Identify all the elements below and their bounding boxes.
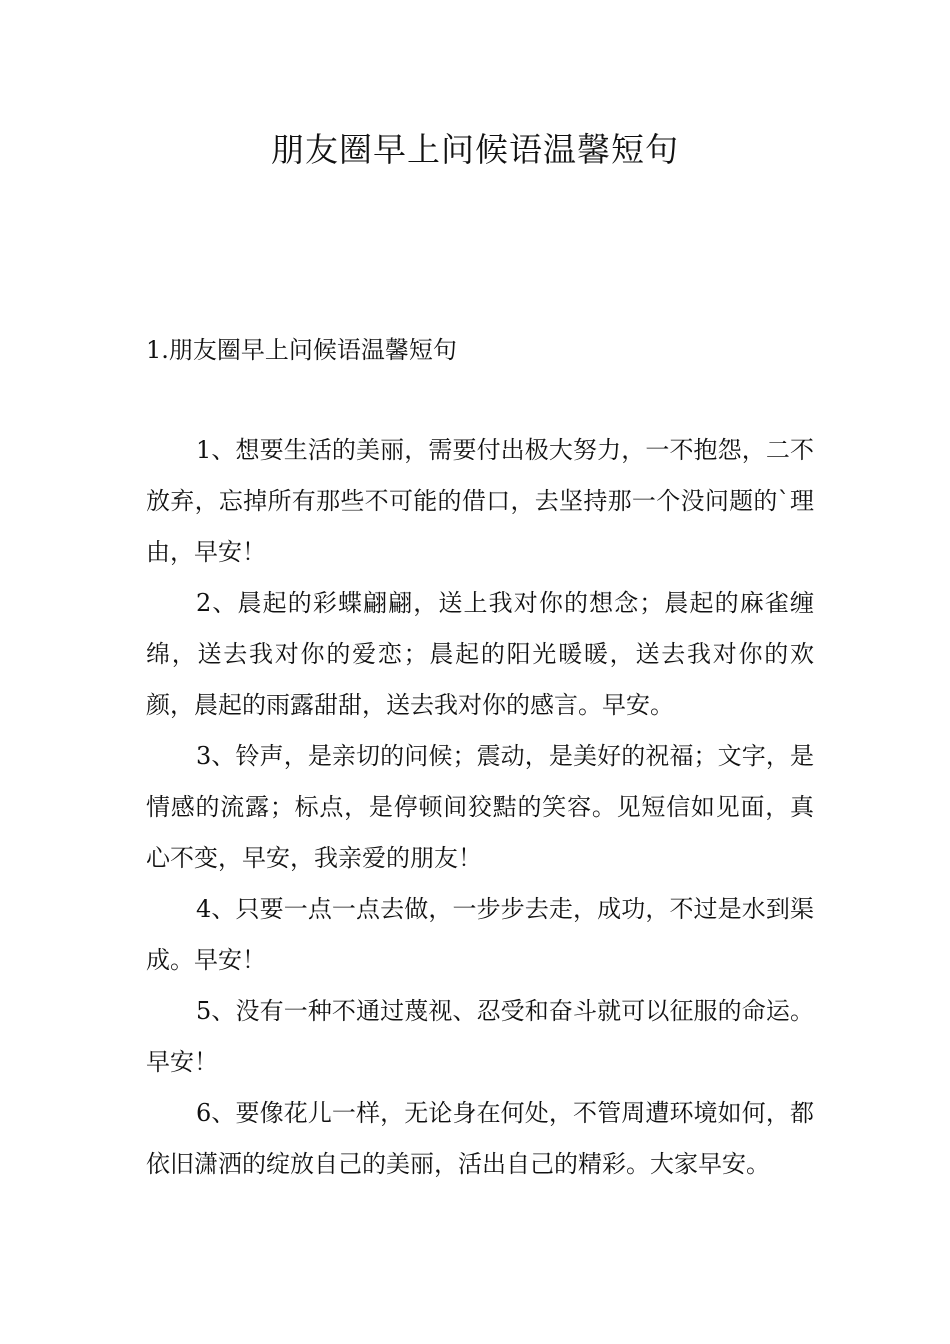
body-text (146, 425, 814, 1190)
page-title: 朋友圈早上问候语温馨短句 (271, 130, 679, 169)
paragraph-4: 4、只要一点一点去做，一步步去走，成功，不过是水到渠成。早安！ (146, 895, 814, 974)
paragraph-6: 6、要像花儿一样，无论身在何处，不管周遭环境如何，都依旧潇洒的绽放自己的美丽，活出自己的精彩。大家早安。 (146, 1099, 814, 1178)
paragraph-2: 2、晨起的彩蝶翩翩，送上我对你的想念；晨起的麻雀缠绵，送去我对你的爱恋；晨起的阳光暖暖，送去我对你的欢颜，晨起的雨露甜甜，送去我对你的感言。早安。 (146, 589, 814, 719)
paragraph-5: 5、没有一种不通过蔑视、忍受和奋斗就可以征服的命运。早安！ (146, 997, 814, 1076)
paragraph-1: 1、想要生活的美丽，需要付出极大努力，一不抱怨，二不放弃，忘掉所有那些不可能的借口，去坚持那一个没问题的`理由，早安！ (146, 436, 814, 566)
paragraph-3: 3、铃声，是亲切的问候；震动，是美好的祝福；文字，是情感的流露；标点，是停顿间狡黠的笑容。见短信如见面，真心不变，早安，我亲爱的朋友！ (146, 742, 814, 872)
section-heading: 1.朋友圈早上问候语温馨短句 (146, 336, 457, 364)
